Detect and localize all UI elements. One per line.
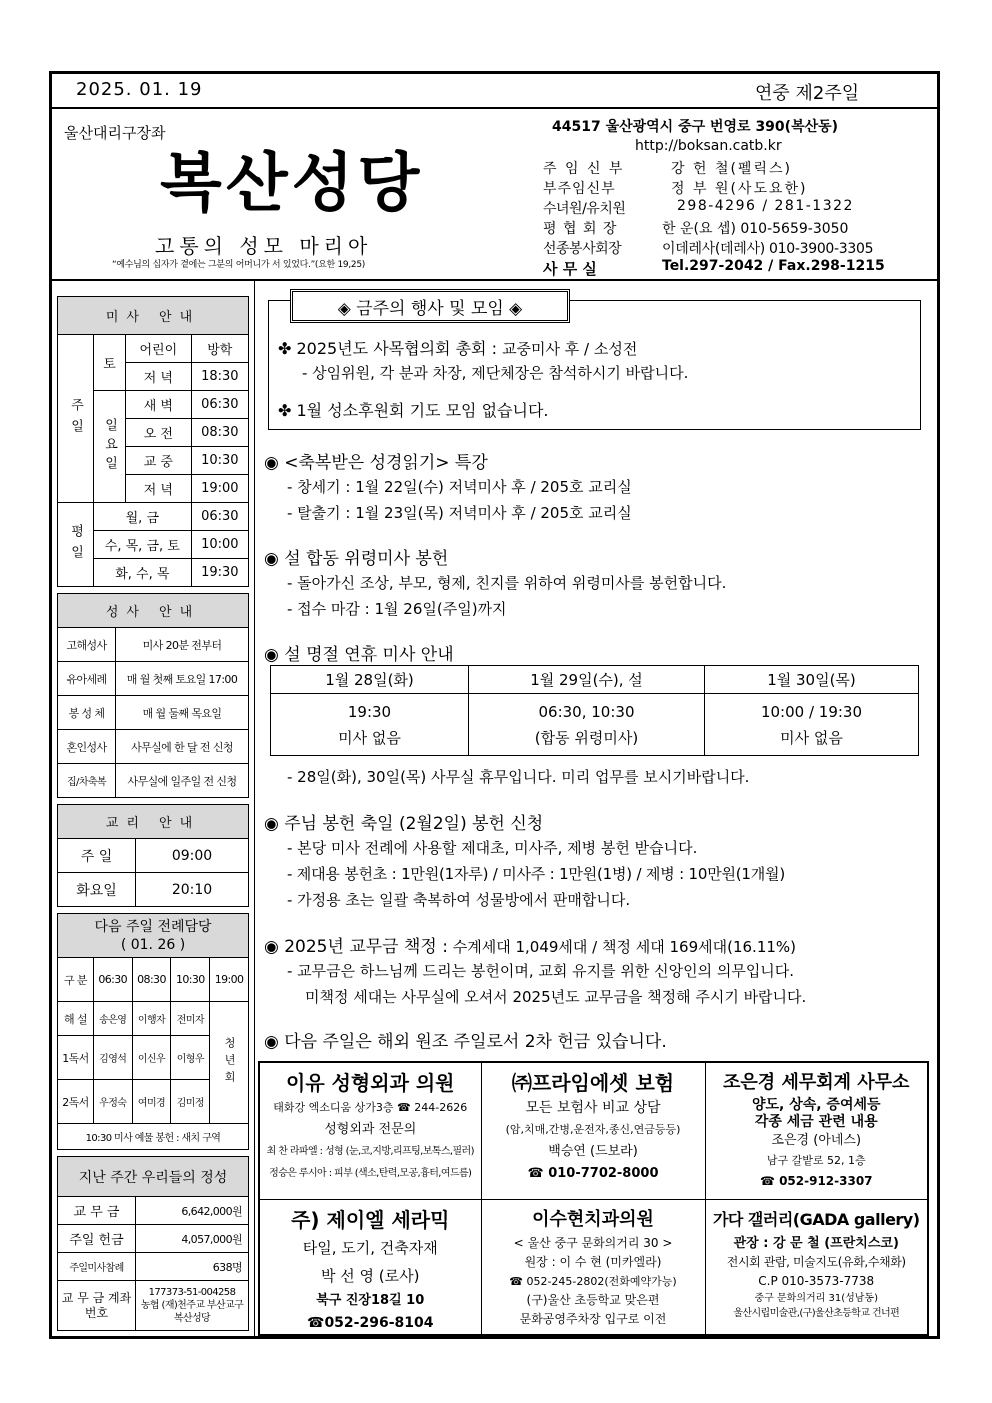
sacraments-title: 성사 안내 [58, 594, 249, 628]
ad-line: 타일, 도기, 건축자재 [302, 1238, 438, 1257]
notice-presentation-feast-title: ◉ 주님 봉헌 축일 (2월2일) 봉헌 신청 [264, 814, 544, 834]
offering-name: 주일미사참례 [58, 1253, 136, 1281]
catechism-day: 화요일 [58, 873, 136, 907]
sunday-day-label: 일요일 [94, 391, 126, 503]
weekday-label: 평일 [58, 503, 94, 587]
mass-name: 어린이 [126, 335, 192, 363]
account-number: 177373-51-004258 [148, 1287, 236, 1298]
account-info [136, 1281, 249, 1331]
holiday-mass-time: 19:30 [347, 702, 392, 721]
ad-line: 최 찬 라파엘 : 성형 (눈,코,지방,리프팅,보톡스,필러) [266, 1146, 474, 1157]
ad-line: 모든 보험사 비교 상담 [525, 1100, 661, 1116]
liturgy-duty-header [58, 914, 249, 958]
ad-line: ☎052-296-8104 [307, 1314, 434, 1331]
header-divider [49, 107, 940, 109]
youth-group: 청년회 [210, 1002, 249, 1124]
holiday-mass-note: 미사 없음 [338, 728, 401, 747]
duty-person: 김영석 [93, 1036, 132, 1080]
ad-line: (구)울산 초등학교 맞은편 [526, 1292, 660, 1307]
patron-saint: 고통의 성모 마리아 [155, 234, 373, 258]
notice-line: - 제대용 봉헌초 : 1만원(1자루) / 미사주 : 1만원(1병) / 제병 : 10만원(1개월) [287, 865, 785, 883]
ad-title: 이수현치과의원 [532, 1208, 654, 1230]
ad-line: 남구 갈밭로 52, 1층 [766, 1154, 866, 1167]
sacrament-name: 고해성사 [58, 628, 116, 662]
event-item-1-title: ✤ 2025년도 사목협의회 총회 : [278, 339, 497, 358]
notice-line: - 본당 미사 전례에 사용할 제대초, 미사주, 제병 봉헌 받습니다. [287, 839, 698, 857]
ad-line: ☎ 010-7702-8000 [527, 1166, 659, 1181]
sunday-label: 주일 [58, 335, 94, 503]
ad-line: 원장 : 이 수 현 (미카엘라) [524, 1254, 662, 1269]
ad-line: 정승은 루시아 : 피부 (색소,탄력,모공,흉터,여드름) [269, 1168, 472, 1179]
mass-name: 교 중 [126, 447, 192, 475]
contact-role: 수녀원/유치원 [543, 201, 626, 217]
ad-line: 태화강 엑소디움 상가3층 ☎ 244-2626 [273, 1101, 468, 1114]
offertory-note: 10:30 미사 예물 봉헌 : 새치 구역 [58, 1124, 249, 1150]
mass-days: 월, 금 [94, 503, 192, 531]
catechism-table [57, 804, 249, 907]
duty-role: 해 설 [58, 1002, 94, 1036]
ad-line: 각종 세금 관련 내용 [754, 1114, 878, 1130]
duty-head: 19:00 [210, 958, 249, 1002]
contact-role: 선종봉사회장 [543, 241, 622, 257]
holiday-mass-cell [469, 694, 705, 756]
holiday-mass-cell [271, 694, 469, 756]
sacrament-name: 혼인성사 [58, 730, 116, 764]
event-item-2: ✤ 1월 성소후원회 기도 모임 없습니다. [278, 401, 549, 420]
sacrament-value: 매 월 첫째 토요일 17:00 [116, 662, 249, 696]
holiday-mass-note: (합동 위령미사) [534, 728, 639, 747]
header-divider [49, 279, 940, 281]
mass-days: 화, 수, 목 [94, 559, 192, 587]
mass-time: 10:30 [191, 447, 248, 475]
offering-value: 6,642,000원 [136, 1197, 249, 1225]
holiday-day: 1월 30일(목) [705, 666, 919, 694]
contact-row [543, 198, 923, 218]
ad-line: 백승연 (드보라) [548, 1144, 638, 1159]
notice-line: - 탈출기 : 1월 23일(목) 저녁미사 후 / 205호 교리실 [287, 504, 632, 522]
sidebar [57, 296, 249, 1331]
contact-value: 강 헌 철(펠릭스) [671, 161, 792, 177]
duty-person: 여미경 [132, 1080, 171, 1124]
contact-row [543, 218, 923, 238]
contact-role: 사 무 실 [543, 260, 597, 278]
mass-name: 저 녁 [126, 363, 192, 391]
contact-value: 이데레사(데레사) 010-3900-3305 [662, 241, 874, 257]
ad-line: 박 선 영 (로사) [321, 1266, 420, 1285]
duty-head: 06:30 [93, 958, 132, 1002]
mass-time: 18:30 [191, 363, 248, 391]
ad-line: 관장 : 강 문 철 (프란치스코) [733, 1235, 899, 1251]
contact-list [543, 158, 923, 280]
duty-head: 08:30 [132, 958, 171, 1002]
catechism-time: 20:10 [136, 873, 249, 907]
account-bank: 농협 (재)천주교 부산교구 복산성당 [140, 1300, 244, 1324]
sacrament-value: 매 월 둘째 목요일 [116, 696, 249, 730]
ad-gallery [705, 1199, 928, 1335]
notice-memorial-mass-title: ◉ 설 합동 위령미사 봉헌 [264, 549, 449, 569]
sacrament-name: 봉 성 체 [58, 696, 116, 730]
contact-role: 주 임 신 부 [543, 161, 625, 177]
contact-row [543, 258, 923, 280]
duty-role: 1독서 [58, 1036, 94, 1080]
duty-person: 김미정 [171, 1080, 210, 1124]
church-website[interactable]: http://boksan.catb.kr [635, 138, 782, 154]
notice-line: - 돌아가신 조상, 부모, 형제, 친지를 위하여 위령미사를 봉헌합니다. [287, 574, 727, 592]
mass-time: 08:30 [191, 419, 248, 447]
notice-line: 미책정 세대는 사무실에 오셔서 2025년도 교무금을 책정해 주시기 바랍니다. [305, 988, 807, 1006]
notice-line: - 교무금은 하느님께 드리는 봉헌이며, 교회 유지를 위한 신앙인의 의무입니다. [287, 962, 795, 980]
ad-line: < 울산 중구 문화의거리 30 > [513, 1235, 673, 1250]
holiday-mass-table [270, 665, 919, 756]
mass-time: 19:30 [191, 559, 248, 587]
header-date: 2025. 01. 19 [76, 79, 203, 100]
duty-head: 10:30 [171, 958, 210, 1002]
sacraments-table [57, 593, 249, 798]
duty-person: 이형우 [171, 1036, 210, 1080]
notice-holiday-mass-title: ◉ 설 명절 연휴 미사 안내 [264, 645, 454, 665]
notice-dues-title [264, 932, 796, 957]
contact-row [543, 178, 923, 198]
mass-time: 06:30 [191, 391, 248, 419]
event-item-1-sub: - 상임위원, 각 분과 차장, 제단체장은 참석하시기 바랍니다. [302, 364, 689, 382]
catechism-title: 교리 안내 [58, 805, 249, 839]
contact-value: Tel.297-2042 / Fax.298-1215 [662, 258, 885, 274]
mass-title: 미사 안내 [58, 297, 249, 335]
contact-row [543, 158, 923, 178]
ad-line: ☎ 052-912-3307 [759, 1174, 873, 1188]
ad-title: 주) 제이엘 세라믹 [291, 1207, 450, 1232]
duty-person: 송은영 [93, 1002, 132, 1036]
liturgy-duty-title: 다음 주일 전례담당 [94, 918, 212, 935]
notice-line: - 창세기 : 1월 22일(수) 저녁미사 후 / 205호 교리실 [287, 478, 632, 496]
ad-line: 중구 문화의거리 31(성남동) [754, 1292, 878, 1304]
offering-title: 지난 주간 우리들의 정성 [58, 1157, 249, 1197]
notice-dues-label: ◉ 2025년 교무금 책정 : [264, 937, 448, 957]
mass-time: 10:00 [191, 531, 248, 559]
ad-line: 울산시립미술관,(구)울산초등학교 건너편 [733, 1307, 900, 1319]
duty-role: 2독서 [58, 1080, 94, 1124]
ad-title: 가다 갤러리(GADA gallery) [712, 1209, 920, 1229]
mass-name: 새 벽 [126, 391, 192, 419]
sacrament-name: 집/차축복 [58, 764, 116, 798]
contact-role: 평 협 회 장 [543, 221, 618, 237]
ad-line: 문화공영주차장 입구로 이전 [519, 1311, 667, 1326]
holiday-mass-time: 06:30, 10:30 [538, 702, 635, 721]
header-liturgical-week: 연중 제2주일 [755, 83, 860, 104]
ad-insurance [481, 1062, 705, 1199]
mass-time: 방학 [191, 335, 248, 363]
mass-name: 저 녁 [126, 475, 192, 503]
ad-line: (암,치매,간병,운전자,종신,연금등등) [505, 1123, 681, 1136]
duty-person: 이신우 [132, 1036, 171, 1080]
contact-value: 정 부 원(사도요한) [671, 181, 808, 197]
catechism-time: 09:00 [136, 839, 249, 873]
offering-name: 교 무 금 [58, 1197, 136, 1225]
duty-person: 전미자 [171, 1002, 210, 1036]
ad-line: 북구 진장18길 10 [316, 1292, 425, 1308]
saturday-label: 토 [94, 335, 126, 391]
contact-value: 298-4296 / 281-1322 [677, 198, 854, 214]
liturgy-duty-table [57, 913, 249, 1150]
event-item-1 [278, 336, 637, 359]
diocese-label: 울산대리구장좌 [64, 124, 166, 142]
notice-second-collection: ◉ 다음 주일은 해외 원조 주일로서 2차 헌금 있습니다. [264, 1032, 667, 1052]
contact-value: 한 운(요 셉) 010-5659-3050 [662, 221, 849, 237]
church-address: 44517 울산광역시 중구 번영로 390(복산동) [552, 119, 839, 135]
ad-dental [481, 1199, 705, 1335]
notice-line: - 28일(화), 30일(목) 사무실 휴무입니다. 미리 업무를 보시기바랍니다. [287, 768, 750, 786]
mass-name: 오 전 [126, 419, 192, 447]
ad-line: ☎ 052-245-2802(전화예약가능) [509, 1274, 677, 1288]
ads-grid [258, 1061, 929, 1336]
notice-line: - 가정용 초는 일괄 축복하여 성물방에서 판매합니다. [287, 891, 631, 909]
ad-line: 성형외과 전문의 [324, 1122, 417, 1137]
church-name: 복산성당 [160, 147, 424, 221]
sacrament-value: 사무실에 한 달 전 신청 [116, 730, 249, 764]
notice-dues-detail: 수계세대 1,049세대 / 책정 세대 169세대(16.11%) [452, 938, 797, 956]
liturgy-duty-date: ( 01. 26 ) [120, 936, 186, 953]
contact-role: 부주임신부 [543, 181, 616, 197]
ad-line: 양도, 상속, 증여세등 [751, 1097, 881, 1113]
ad-line: C.P 010-3573-7738 [758, 1273, 875, 1288]
mass-schedule-table [57, 296, 249, 587]
column-divider [254, 280, 255, 1339]
offering-value: 638명 [136, 1253, 249, 1281]
ad-line: 전시회 관람, 미술지도(유화,수채화) [726, 1254, 906, 1269]
events-title: ◈ 금주의 행사 및 모임 ◈ [337, 299, 523, 319]
holiday-mass-cell [705, 694, 919, 756]
sacrament-value: 사무실에 일주일 전 신청 [116, 764, 249, 798]
offering-table [57, 1156, 249, 1331]
ad-title: ㈜프라임에셋 보험 [511, 1071, 675, 1095]
duty-person: 우정숙 [93, 1080, 132, 1124]
ad-tax-office [705, 1062, 928, 1199]
mass-days: 수, 목, 금, 토 [94, 531, 192, 559]
holiday-day: 1월 29일(수), 설 [469, 666, 705, 694]
offering-name: 주일 헌금 [58, 1225, 136, 1253]
contact-row [543, 238, 923, 258]
ad-ceramics [259, 1199, 481, 1335]
offering-value: 4,057,000원 [136, 1225, 249, 1253]
ad-title: 이유 성형외과 의원 [286, 1071, 455, 1095]
sacrament-value: 미사 20분 전부터 [116, 628, 249, 662]
ad-clinic [259, 1062, 481, 1199]
duty-head: 구 분 [58, 958, 94, 1002]
sacrament-name: 유아세례 [58, 662, 116, 696]
ad-line: 조은경 (아네스) [771, 1133, 862, 1148]
duty-person: 이행자 [132, 1002, 171, 1036]
holiday-day: 1월 28일(화) [271, 666, 469, 694]
ad-title: 조은경 세무회계 사무소 [723, 1072, 910, 1093]
mass-time: 19:00 [191, 475, 248, 503]
holiday-mass-note: 미사 없음 [780, 728, 843, 747]
account-label: 교 무 금 계좌번호 [58, 1281, 136, 1331]
catechism-day: 주 일 [58, 839, 136, 873]
holiday-mass-time: 10:00 / 19:30 [760, 702, 863, 721]
notice-bible-lecture-title: ◉ <축복받은 성경읽기> 특강 [264, 453, 488, 473]
event-item-1-detail: 교중미사 후 / 소성전 [502, 340, 638, 358]
header-quote: “예수님의 십자가 곁에는 그분의 어머니가 서 있었다.”(요한 19,25) [112, 260, 365, 270]
mass-time: 06:30 [191, 503, 248, 531]
notice-line: - 접수 마감 : 1월 26일(주일)까지 [287, 600, 507, 618]
